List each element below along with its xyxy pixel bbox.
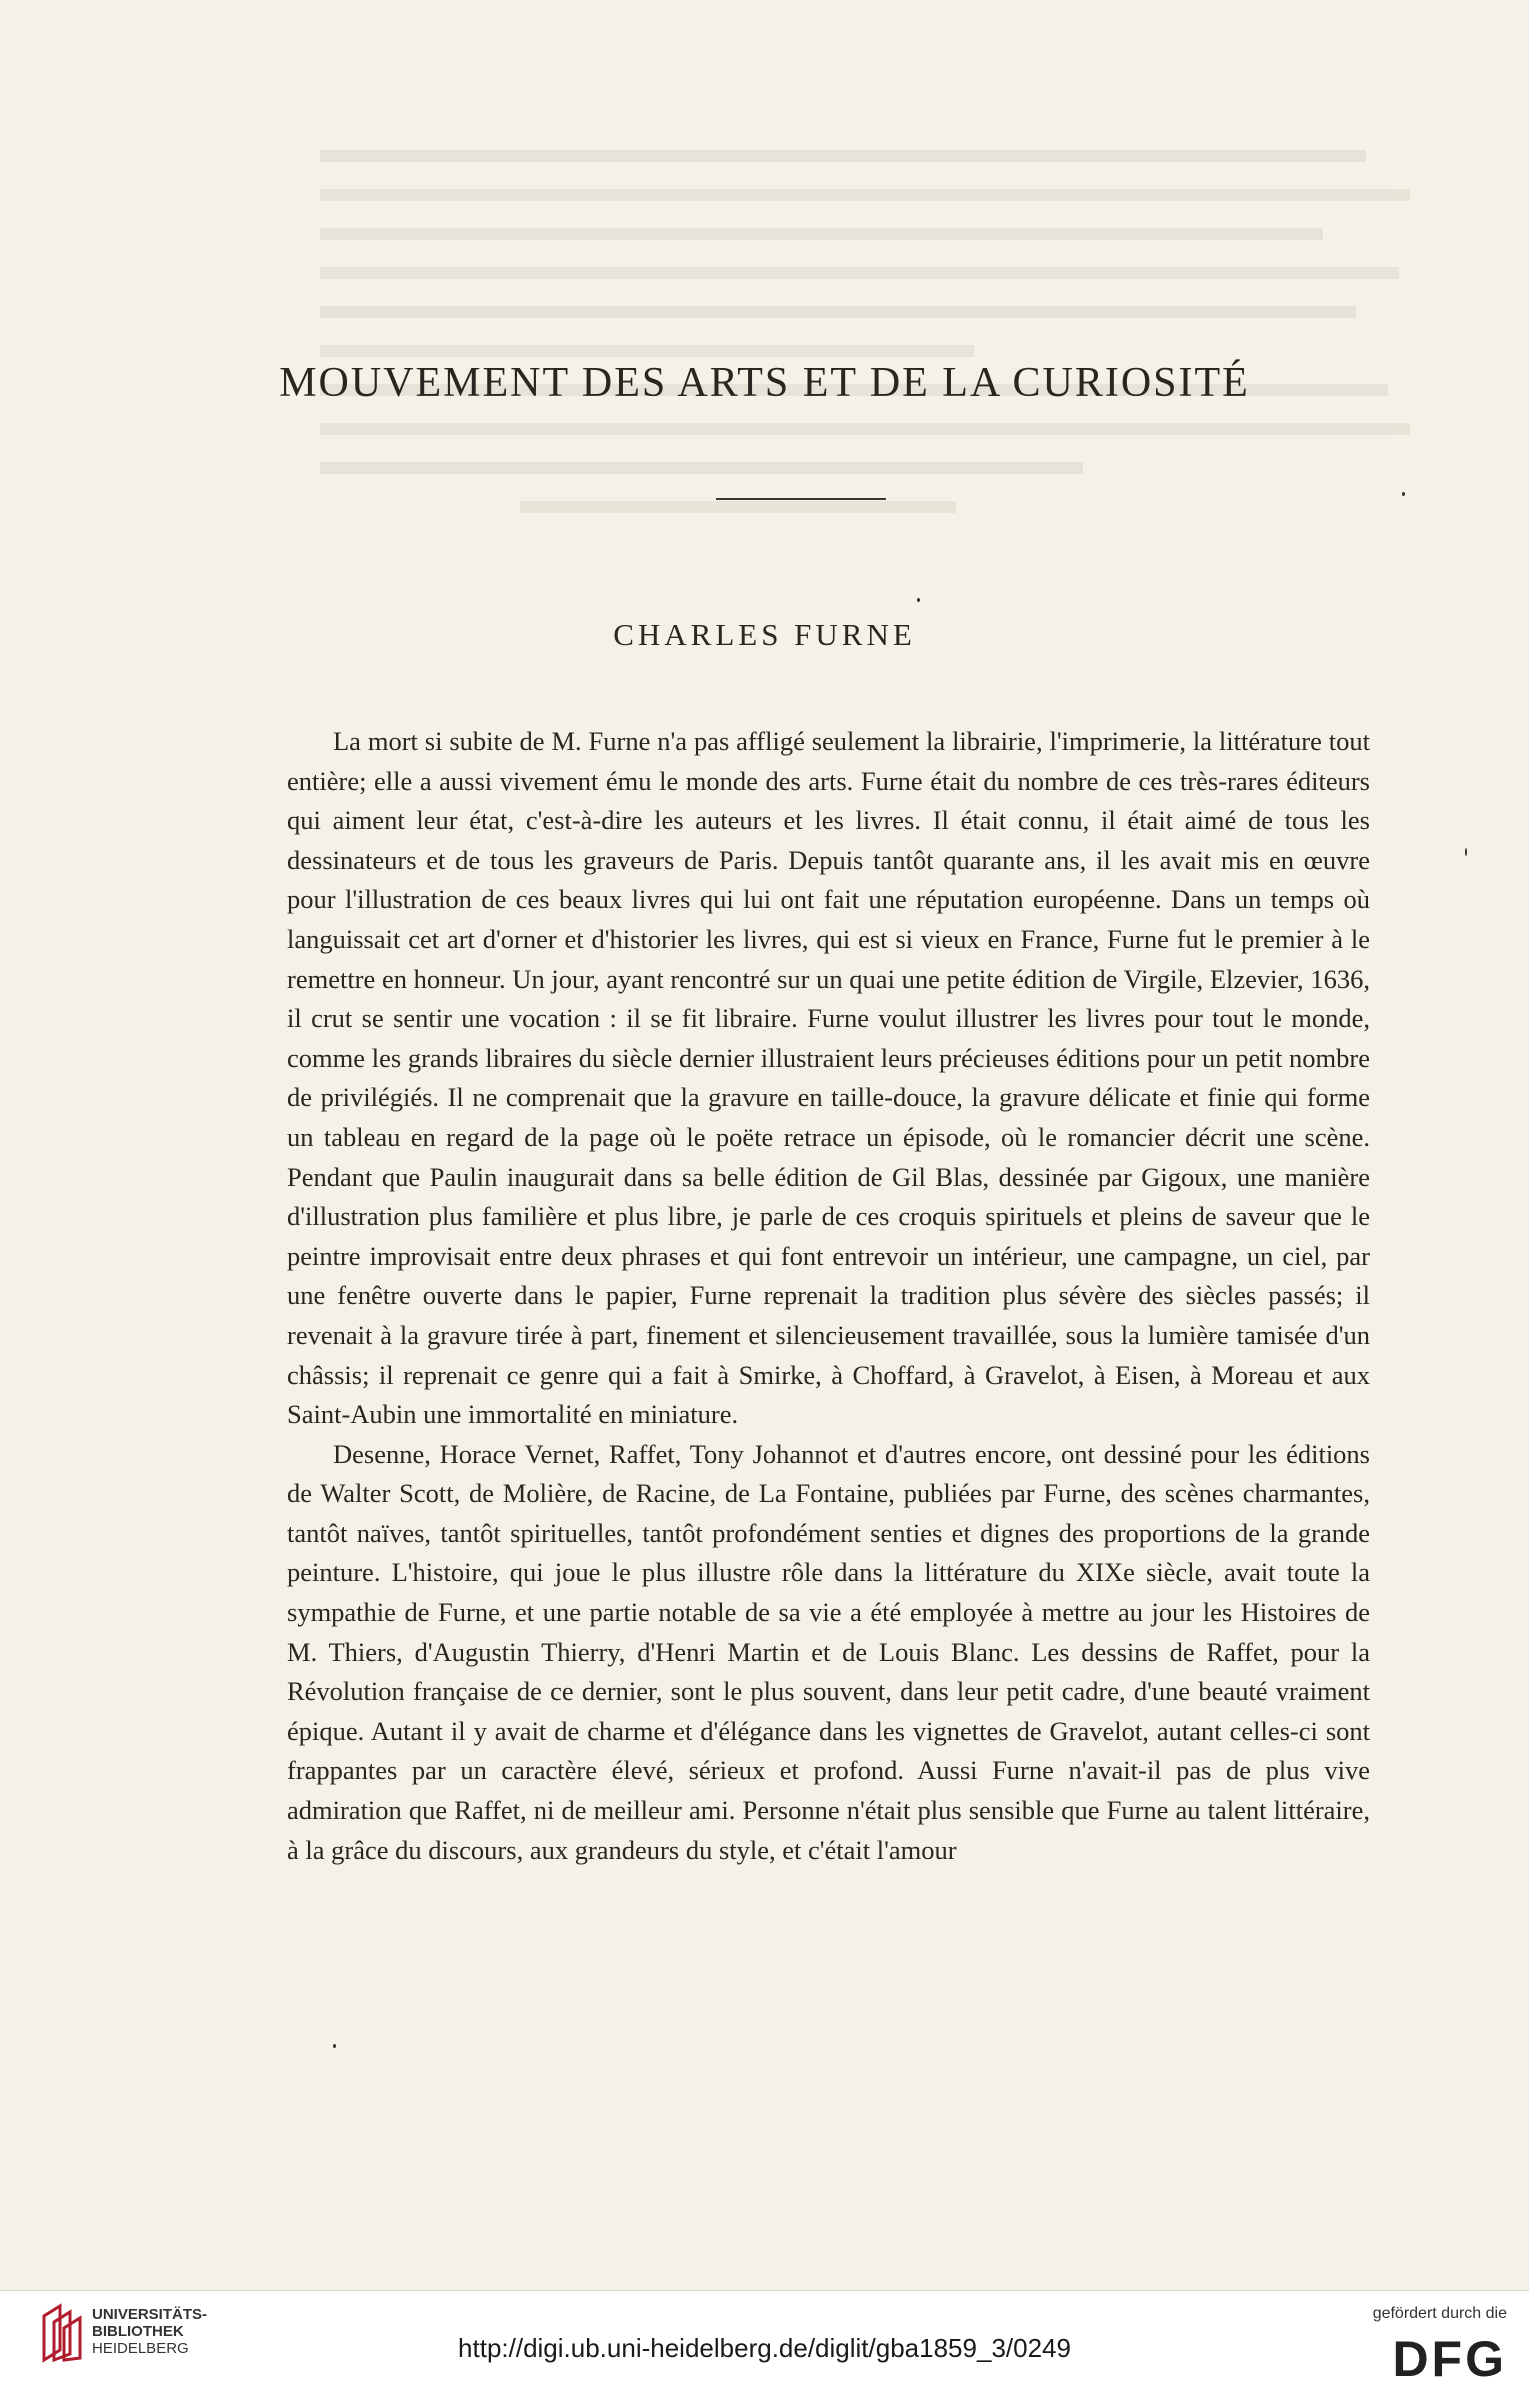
library-name-line2: BIBLIOTHEK — [92, 2323, 184, 2340]
paper-speck — [917, 598, 920, 602]
permalink-url[interactable]: http://digi.ub.uni-heidelberg.de/diglit/gba1859_3/0249 — [458, 2333, 1071, 2363]
library-name-line1: UNIVERSITÄTS- — [92, 2306, 208, 2323]
funding-note: gefördert durch die — [1372, 2305, 1507, 2322]
library-name-line3: HEIDELBERG — [92, 2340, 189, 2357]
paper-speck — [333, 2044, 336, 2048]
paragraph: La mort si subite de M. Furne n'a pas affligé seulement la librairie, l'imprimerie, la littérature tout entière; elle a aussi vivement ému le monde des arts. Furne était du nombre de ces très-rares éditeurs qui aiment leur état, c'est-à-dire les auteurs et les livres. Il était connu, il était aimé de tous les dessinateurs et de tous les graveurs de Paris. Depuis tantôt quarante ans, il les avait mis en œuvre pour l'illustration de ces beaux livres qui lui ont fait une réputation européenne. Dans un temps où languissait cet art d'orner et d'historier les livres, qui est si vieux en France, Furne fut le premier à le remettre en honneur. Un jour, ayant rencontré sur un quai une petite édition de Virgile, Elzevier, 1636, il crut se sentir une vocation : il se fit libraire. Furne voulut illustrer les livres pour tout le monde, comme les grands libraires du siècle dernier illustraient leurs précieuses éditions pour un petit nombre de privilégiés. Il ne comprenait que la gravure en taille-douce, la gravure délicate et finie qui forme un tableau en regard de la page où le poëte retrace un épisode, où le romancier décrit une scène. Pendant que Paulin inaugurait dans sa belle édition de Gil Blas, dessinée par Gigoux, une manière d'illustration plus familière et plus libre, je parle de ces croquis spirituels et pleins de saveur que le peintre improvisait entre deux phrases et qui font entrevoir un intérieur, une campagne, un ciel, par une fenêtre ouverte dans le papier, Furne reprenait la tradition plus sévère des siècles passés; il revenait à la gravure tirée à part, finement et silencieusement travaillée, sous la lumière tamisée d'un châssis; il reprenait ce genre qui a fait à Smirke, à Choffard, à Gravelot, à Eisen, à Moreau et aux Saint-Aubin une immortalité en miniature. — [287, 726, 1370, 1430]
paper-speck — [1402, 492, 1405, 496]
paper-speck — [1465, 848, 1467, 856]
article-subtitle: CHARLES FURNE — [613, 617, 916, 652]
title-divider — [716, 498, 886, 500]
paragraph: Desenne, Horace Vernet, Raffet, Tony Johannot et d'autres encore, ont dessiné pour les éditions de Walter Scott, de Molière, de Racine, de La Fontaine, publiées par Furne, des scènes charmantes, tantôt naïves, tantôt spirituelles, tantôt profondément senties et dignes des proportions de la grande peinture. L'histoire, qui joue le plus illustre rôle dans la littérature du XIXe siècle, avait toute la sympathie de Furne, et une partie notable de sa vie a été employée à mettre au jour les Histoires de M. Thiers, d'Augustin Thierry, d'Henri Martin et de Louis Blanc. Les dessins de Raffet, pour la Révolution française de ce dernier, sont le plus souvent, dans leur petit cadre, d'une beauté vraiment épique. Autant il y avait de charme et d'élégance dans les vignettes de Gravelot, autant celles-ci sont frappantes par un caractère élevé, sérieux et profond. Aussi Furne n'avait-il pas de plus vive admiration que Raffet, ni de meilleur ami. Personne n'était plus sensible que Furne au talent littéraire, à la grâce du discours, aux grandeurs du style, et c'était l'amour — [287, 1438, 1370, 1865]
dfg-logo: DFG — [1392, 2331, 1507, 2387]
page-title: MOUVEMENT DES ARTS ET DE LA CURIOSITÉ — [279, 360, 1250, 406]
article-body — [287, 722, 1370, 1870]
